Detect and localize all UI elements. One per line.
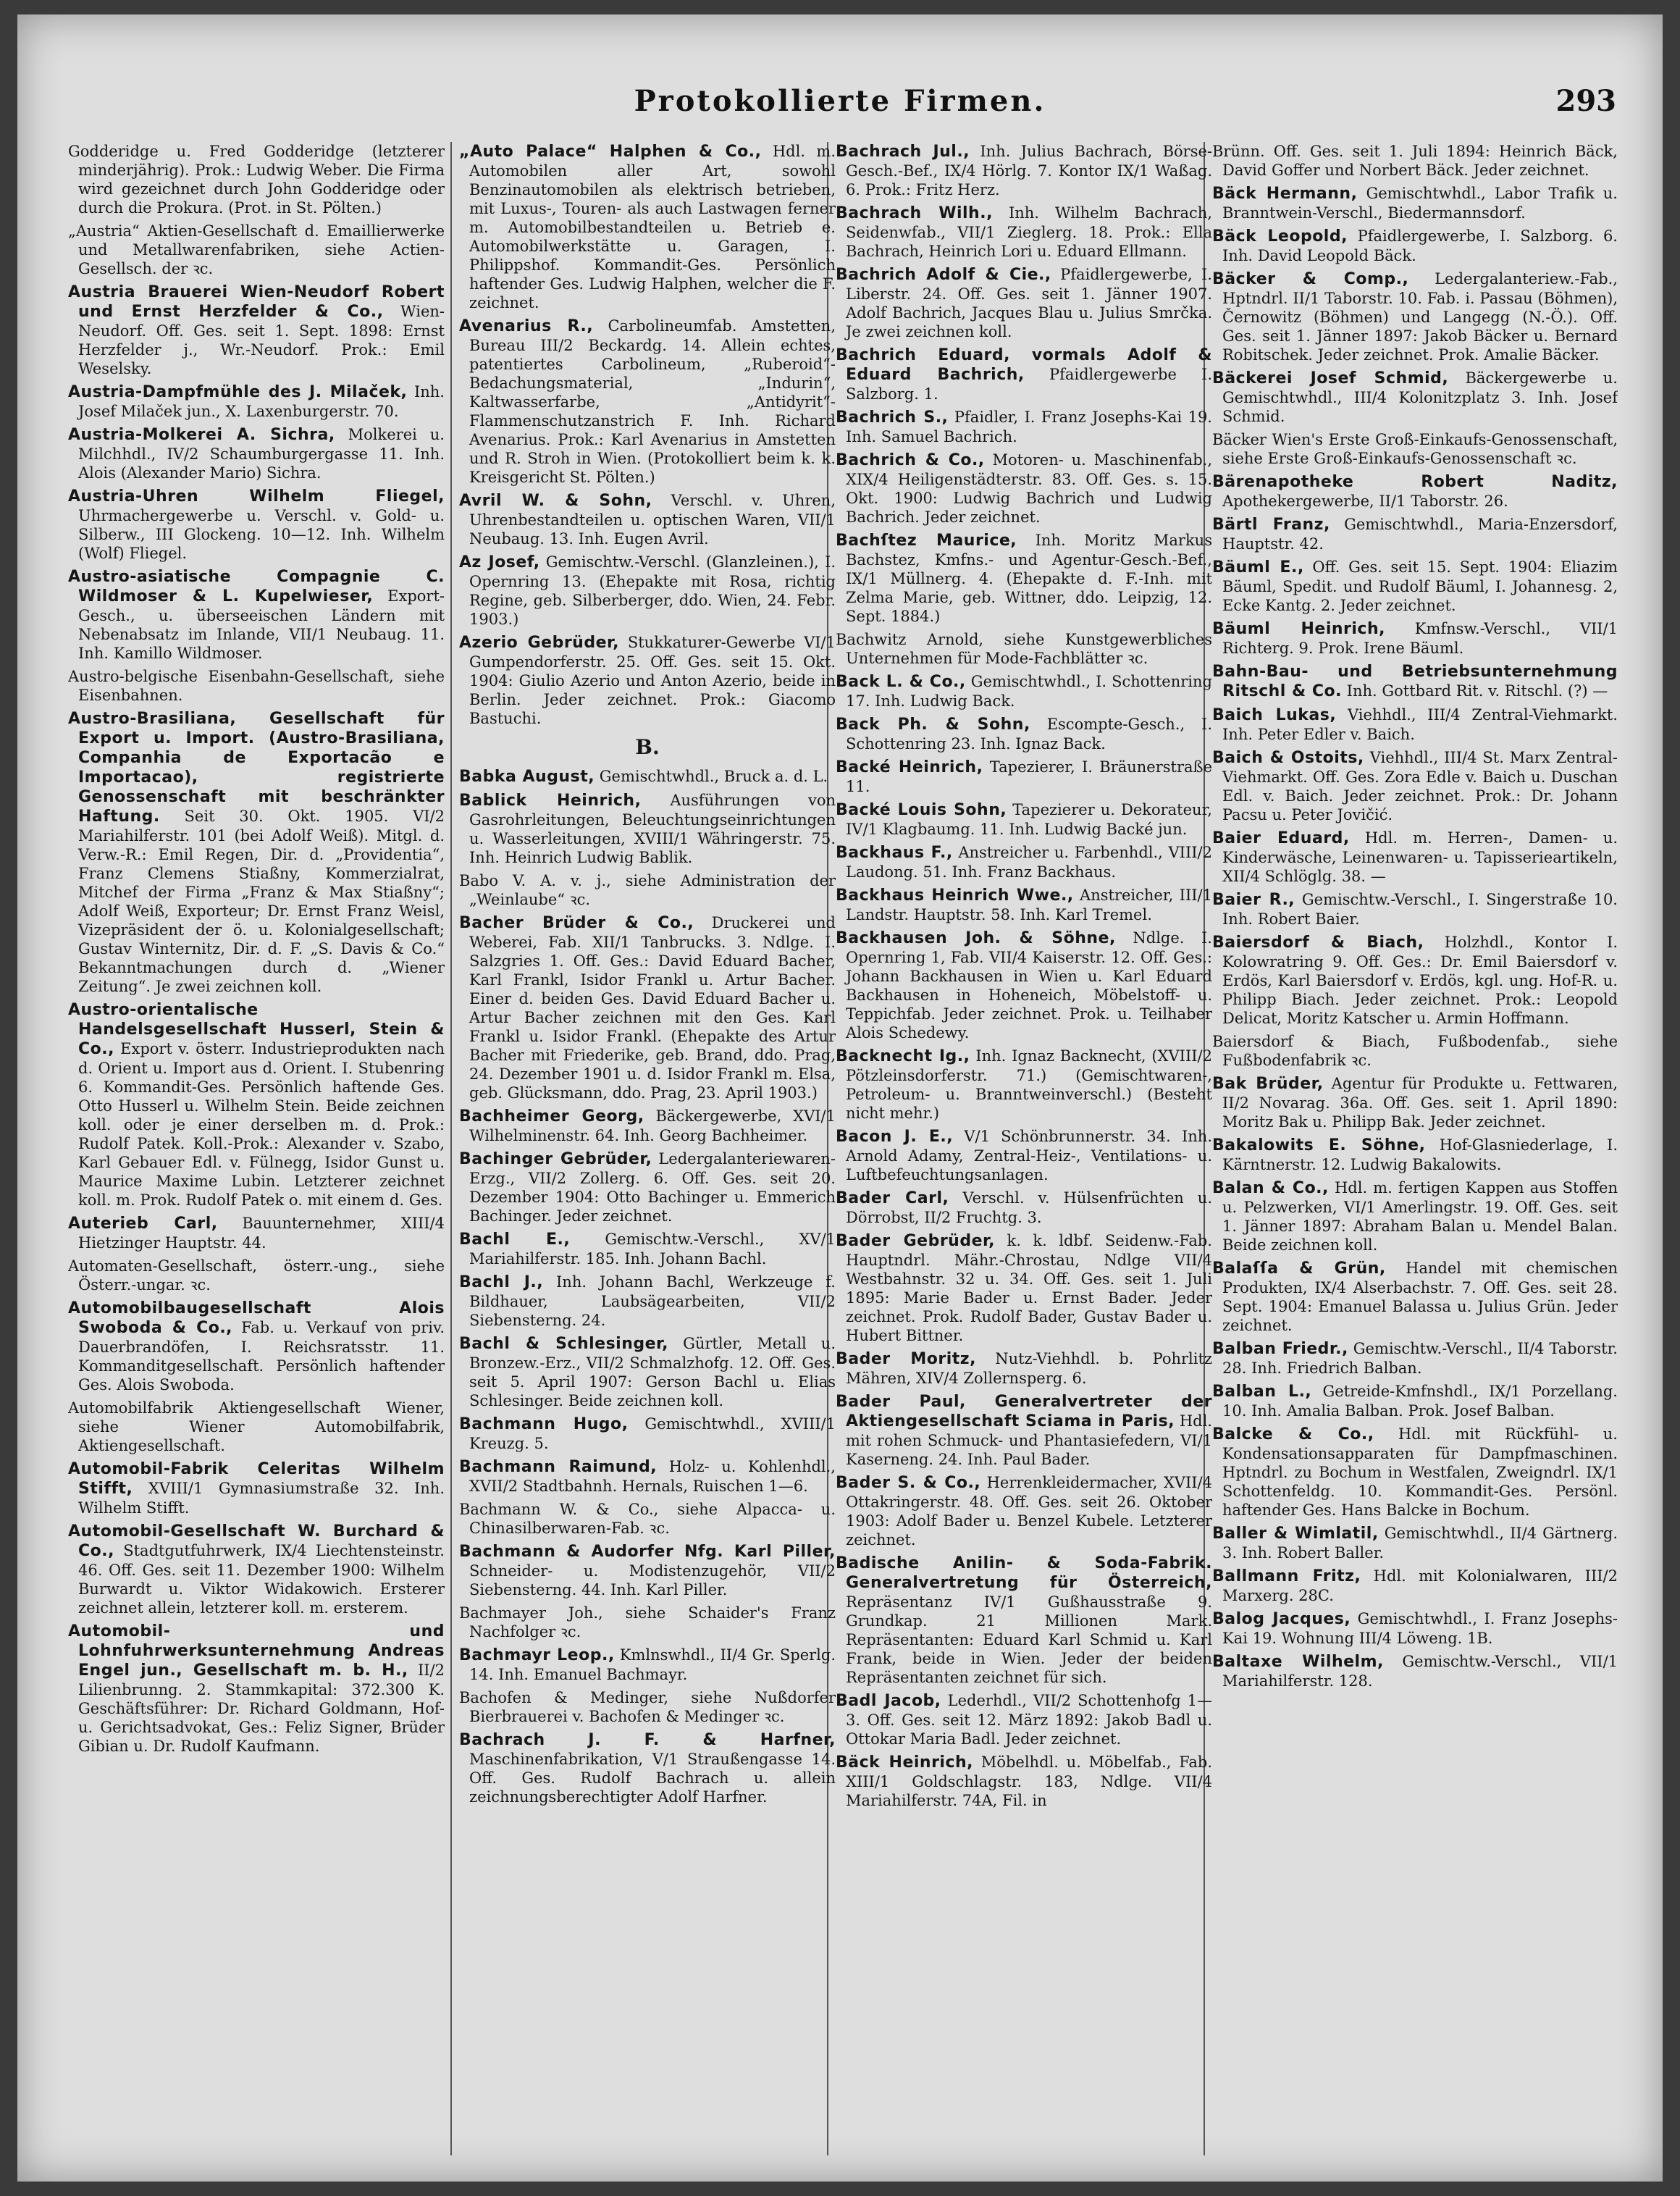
firm-details: Pfaidlergewerbe, I. Liberstr. 24. Off. Ges. seit 1. Jänner 1907. Adolf Bachrich, Jacques Blau u. Julius Smrčka. Je zwei zeichnen koll.: [846, 266, 1212, 340]
firm-details: Pfaidlergewerbe, I. Salzborg. 6. Inh. David Leopold Bäck.: [1222, 227, 1618, 264]
firm-entry: [1212, 369, 1618, 426]
firm-name: Bachl E.,: [459, 1231, 571, 1249]
page-header: [17, 84, 1663, 142]
firm-entry: [68, 382, 445, 421]
firm-entry: [1212, 1259, 1618, 1335]
firm-entry: [459, 1500, 836, 1538]
firm-details: Carbolineumfab. Amstetten, Bureau III/2 Beckardg. 14. Allein echtes, patentiertes Carbolineum, „Ruberoid“-Bedachungsmaterial, „Indurin“, Kaltwasserfarbe, „Antidyrit“-Flammenschutzanstrich F. Inh. Richard Avenarius. Prok.: Karl Avenarius in Amstetten und R. Stroh in Wien. (Protokolliert beim k. k. Kreisgericht St. Pölten.): [469, 317, 836, 486]
firm-details: Fab. u. Verkauf von priv. Dauerbrandöfen, I. Reichsratsstr. 11. Kommanditgesellschaft. Persönlich haftender Ges. Alois Swoboda.: [78, 1319, 445, 1394]
firm-entry: [1212, 619, 1618, 658]
firm-details: Verschl. v. Hülsenfrüchten u. Dörrobst, II/2 Fruchtg. 3.: [846, 1189, 1212, 1226]
firm-name: Bachheimer Georg,: [459, 1107, 644, 1126]
firm-entry: [68, 667, 445, 705]
firm-entry: [836, 1392, 1212, 1469]
firm-name: Balban L.,: [1212, 1383, 1312, 1401]
firm-entry: [459, 871, 836, 909]
firm-name: Baiersdorf & Biach,: [1212, 934, 1424, 952]
firm-details: Gürtler, Metall u. Bronzew.-Erz., VII/2 Schmalzhofg. 12. Off. Ges. seit 5. April 1907: Gerson Bachl u. Elias Schlesinger. Beide zeichnen koll.: [469, 1335, 836, 1409]
firm-details: Bachwitz Arnold, siehe Kunstgewerbliches Unternehmen für Mode-Fachblätter ꝛc.: [836, 631, 1212, 667]
firm-details: Bachmann W. & Co., siehe Alpacca- u. Chinasilberwaren-Fab. ꝛc.: [459, 1501, 836, 1537]
firm-details: Apothekergewerbe, II/1 Taborstr. 26.: [1222, 493, 1508, 510]
firm-details: Ledergalanteriew.-Fab., Hptndrl. II/1 Taborstr. 10. Fab. i. Passau (Böhmen), Černowitz (Böhmen) und Langegg (N.-Ö.). Off. Ges. seit 1. Jänner 1897: Jakob Bäcker u. Bernard Robitschek. Jeder zeichnet. Prok. Amalie Bäcker.: [1222, 270, 1618, 364]
firm-entry: [459, 1457, 836, 1496]
firm-name: Bak Brüder,: [1212, 1075, 1324, 1093]
firm-entry: [459, 142, 836, 312]
firm-details: Kmlnswhdl., II/4 Gr. Sperlg. 14. Inh. Emanuel Bachmayr.: [469, 1646, 836, 1683]
firm-entry: [459, 1107, 836, 1145]
firm-entry: [459, 1273, 836, 1330]
page-number: 293: [1555, 84, 1616, 118]
firm-details: Inh. Ignaz Backnecht, (XVIII/2 Pötzleinsdorferstr. 71.) (Gemischtwaren-, Petroleum- u. Branntweinverschl.) (Besteht nicht mehr.): [846, 1047, 1212, 1122]
firm-name: Bakalowits E. Söhne,: [1212, 1136, 1426, 1154]
firm-details: Babo V. A. v. j., siehe Administration der „Weinlaube“ ꝛc.: [459, 872, 836, 908]
firm-entry: [459, 791, 836, 867]
firm-name: Bärtl Franz,: [1212, 516, 1330, 534]
firm-details: Holzhdl., Kontor I. Kolowratring 9. Off. Ges.: Dr. Emil Baiersdorf v. Erdös, Karl Baiersdorf v. Erdös, kgl. ung. Hof-R. u. Philipp Biach. Jeder zeichnet. Prok.: Leopold Delicat, Moritz Katscher u. Armin Hoffmann.: [1222, 934, 1618, 1027]
firm-entry: [1212, 515, 1618, 553]
firm-entry: [836, 265, 1212, 341]
firm-name: Bachmann Hugo,: [459, 1415, 629, 1433]
column-4: [1212, 142, 1618, 2155]
firm-name: Backé Louis Sohn,: [836, 801, 1007, 819]
firm-name: Balaſſa & Grün,: [1212, 1260, 1386, 1278]
firm-entry: [459, 491, 836, 548]
firm-name: Austria Brauerei Wien-Neudorf Robert und Ernst Herzfelder & Co.,: [68, 283, 445, 321]
firm-name: Balan & Co.,: [1212, 1179, 1329, 1197]
firm-entry: [459, 1149, 836, 1225]
firm-details: Hdl. mit rohen Schmuck- und Phantasiefedern, VI/1 Kaserneng. 24. Inh. Paul Bader.: [846, 1412, 1212, 1468]
firm-entry: [459, 913, 836, 1102]
firm-details: Inh. Gottbard Rit. v. Ritschl. (?) —: [1346, 682, 1608, 700]
firm-entry: [1212, 558, 1618, 615]
firm-name: Austro-orientalische Handelsgesellschaft Husserl, Stein & Co.,: [68, 1001, 445, 1058]
firm-details: Gemischtwhdl., Labor Trafik u. Branntwein-Verschl., Biedermannsdorf.: [1222, 185, 1618, 222]
firm-entry: [1212, 1178, 1618, 1254]
firm-entry: [459, 1334, 836, 1410]
firm-details: Gemischtw.-Verschl., I. Singerstraße 10. Inh. Robert Baier.: [1222, 891, 1618, 928]
column-divider: [450, 142, 452, 2155]
firm-entry: [836, 1691, 1212, 1748]
firm-details: Ledergalanteriewaren-Erzg., VII/2 Zollerg. 6. Off. Ges. seit 20. Dezember 1904: Otto Bachinger u. Emmerich Bachinger. Jeder zeichnet.: [469, 1150, 836, 1225]
firm-details: Inh. Julius Bachrach, Börse-Gesch.-Bef., IX/4 Hörlg. 7. Kontor IX/1 Waßag. 6. Prok.: Fritz Herz.: [846, 143, 1212, 198]
firm-details: Export-Gesch., u. überseeischen Ländern mit Nebenabsatz im Inlande, VII/1 Neubaug. 11. Inh. Kamillo Wildmoser.: [78, 587, 445, 662]
firm-name: Austria-Dampfmühle des J. Milaček,: [68, 383, 408, 401]
column-3: [836, 142, 1212, 2155]
firm-entry: [459, 1415, 836, 1453]
firm-entry: [459, 1604, 836, 1641]
firm-entry: [836, 1231, 1212, 1345]
firm-entry: [836, 1047, 1212, 1123]
firm-entry: [68, 1522, 445, 1617]
firm-name: Automobil-Fabrik Celeritas Wilhelm Stifft,: [68, 1460, 445, 1498]
firm-details: Hdl. m. Herren-, Damen- u. Kinderwäsche, Leinenwaren- u. Tapisserieartikeln, XII/4 Schlöglg. 38. —: [1222, 829, 1618, 885]
firm-details: Nutz-Viehhdl. b. Pohrlitz Mähren, XIV/4 Zollernsperg. 6.: [846, 1350, 1212, 1387]
firm-details: Ausführungen von Gasrohrleitungen, Beleuchtungseinrichtungen u. Wasserleitungen, XVIII/1 Währingerstr. 75. Inh. Heinrich Ludwig Bablik.: [469, 792, 836, 866]
firm-details: Bäckergewerbe, XVI/1 Wilhelminenstr. 64. Inh. Georg Bachheimer.: [469, 1107, 836, 1144]
firm-entry: [1212, 1652, 1618, 1690]
firm-details: V/1 Schönbrunnerstr. 34. Inh. Arnold Adamy, Zentral-Heiz-, Ventilations- u. Luftbefeuchtungsanlagen.: [846, 1128, 1212, 1183]
firm-name: Austria-Uhren Wilhelm Fliegel,: [68, 487, 445, 506]
firm-name: Bachrach J. F. & Harfner,: [459, 1731, 836, 1749]
firm-entry: [459, 553, 836, 629]
firm-name: Automobilbaugesellschaft Alois Swoboda & Co.,: [68, 1299, 445, 1337]
firm-entry: [459, 1646, 836, 1684]
directory-page: [17, 14, 1663, 2182]
firm-name: Babka August,: [459, 768, 595, 786]
firm-details: Repräsentanz IV/1 Gußhausstraße 9. Grundkap. 21 Millionen Mark. Repräsentanten: Eduard Karl Schmid u. Karl Frank, beide in Wien. Jeder der beiden Repräsentanten zeichnet für sich.: [846, 1593, 1212, 1686]
firm-entry: [1212, 1382, 1618, 1420]
firm-details: Gemischtwhdl., I. Franz Josephs-Kai 19. Wohnung III/4 Löweng. 1B.: [1222, 1610, 1618, 1647]
firm-name: Bachmann & Audorfer Nfg. Karl Piller,: [459, 1543, 836, 1561]
firm-details: Druckerei und Weberei, Fab. XII/1 Tanbrucks. 3. Ndlge. I. Salzgries 1. Off. Ges.: David Eduard Bacher, Karl Frankl, Isidor Frankl u. Artur Bacher. Einer d. beiden Ges. David Eduard Bacher u. Artur Bacher zeichnen mit den Ges. Karl Frankl u. Isidor Frankl. (Ehepakte des Artur Bacher mit Friederike, geb. Brand, ddo. Prag, 24. Dezember 1901 u. d. Isidor Frankl m. Elsa, geb. Glücksmann, ddo. Prag, 23. April 1903.): [469, 914, 836, 1102]
firm-details: Maschinenfabrikation, V/1 Straußengasse 14. Off. Ges. Rudolf Bachrach u. allein zeichnungsberechtigter Adolf Harfner.: [469, 1751, 836, 1806]
firm-details: Stadtgutfuhrwerk, IX/4 Liechtensteinstr. 46. Off. Ges. seit 11. Dezember 1900: Wilhelm Burwardt u. Viktor Widakowich. Ersterer zeichnet allein, letzterer koll. m. ersterem.: [78, 1542, 445, 1617]
firm-name: Bäck Leopold,: [1212, 227, 1348, 246]
firm-entry: [459, 317, 836, 487]
firm-details: Brünn. Off. Ges. seit 1. Juli 1894: Heinrich Bäck, David Goffer und Norbert Bäck. Jeder zeichnet.: [1212, 143, 1618, 179]
firm-details: Holz- u. Kohlenhdl., XVII/2 Stadtbahnh. Hernals, Ruischen 1—6.: [469, 1458, 836, 1495]
firm-entry: [836, 142, 1212, 199]
firm-name: Azerio Gebrüder,: [459, 634, 619, 652]
firm-name: Automobil- und Lohnfuhrwerksunternehmung Andreas Engel jun., Gesellschaft m. b. H.,: [68, 1622, 445, 1680]
firm-details: Gemischtwhdl., II/4 Gärtnerg. 3. Inh. Robert Baller.: [1222, 1525, 1618, 1562]
firm-name: Automobil-Gesellschaft W. Burchard & Co.,: [68, 1522, 445, 1560]
firm-details: Verschl. v. Uhren, Uhrenbestandteilen u. optischen Waren, VII/1 Neubaug. 13. Inh. Eugen Avril.: [469, 492, 836, 548]
firm-entry: [1212, 227, 1618, 265]
firm-entry: [1212, 1425, 1618, 1520]
firm-details: Motoren- u. Maschinenfab., XIX/4 Heiligenstädterstr. 83. Off. Ges. s. 15. Okt. 1900: Ludwig Bachrich und Ludwig Bachrich. Jeder zeichnet.: [846, 451, 1212, 526]
firm-entry: [836, 1753, 1212, 1810]
firm-entry: [68, 1399, 445, 1455]
firm-entry: [68, 1000, 445, 1210]
firm-name: Bachrach Jul.,: [836, 143, 970, 161]
firm-name: Bahn-Bau- und Betriebsunternehmung Ritschl & Co.: [1212, 663, 1618, 700]
firm-name: Bader Gebrüder,: [836, 1232, 995, 1250]
firm-name: Bachrich Eduard, vormals Adolf & Eduard Bachrich,: [836, 346, 1212, 384]
firm-details: Tapezierer u. Dekorateur, IV/1 Klagbaumg. 11. Inh. Ludwig Backé jun.: [846, 801, 1212, 838]
firm-details: Lederhdl., VII/2 Schottenhofg 1—3. Off. Ges. seit 12. März 1892: Jakob Badl u. Ottokar Maria Badl. Jeder zeichnet.: [846, 1692, 1212, 1748]
firm-name: Bachmann Raimund,: [459, 1458, 658, 1476]
firm-entry: [1212, 890, 1618, 929]
firm-name: Bachrach Wilh.,: [836, 204, 993, 222]
firm-entry: [836, 1189, 1212, 1227]
firm-entry: [836, 531, 1212, 626]
firm-name: Bäckerei Josef Schmid,: [1212, 369, 1449, 387]
firm-name: Bader Moritz,: [836, 1350, 976, 1368]
firm-entry: [68, 709, 445, 996]
firm-name: Bäuml E.,: [1212, 558, 1304, 577]
firm-details: Pfaidlergewerbe I. Salzborg. 1.: [846, 366, 1212, 403]
firm-name: Bachſtez Maurice,: [836, 532, 1017, 550]
firm-name: Bachinger Gebrüder,: [459, 1150, 652, 1168]
firm-details: Viehhdl., III/4 Zentral-Viehmarkt. Inh. Peter Edler v. Baich.: [1222, 706, 1618, 743]
firm-name: Backhausen Joh. & Söhne,: [836, 929, 1116, 947]
page-title: Protokollierte Firmen.: [634, 84, 1046, 118]
firm-entry: [836, 345, 1212, 403]
firm-entry: [1212, 430, 1618, 468]
firm-details: Bachofen & Medinger, siehe Nußdorfer Bierbrauerei v. Bachofen & Medinger ꝛc.: [459, 1689, 836, 1725]
firm-entry: [1212, 1339, 1618, 1378]
firm-entry: [836, 1554, 1212, 1687]
firm-name: Az Josef,: [459, 553, 540, 571]
firm-name: Bachrich & Co.,: [836, 451, 985, 469]
firm-entry: [68, 142, 445, 217]
firm-details: Handel mit chemischen Produkten, IX/4 Alserbachstr. 7. Off. Ges. seit 28. Sept. 1904: Emanuel Balassa u. Julius Grün. Jeder zeichnet.: [1222, 1260, 1618, 1334]
firm-details: Bäckergewerbe u. Gemischtwhdl., III/4 Kolonitzplatz 3. Inh. Josef Schmid.: [1222, 369, 1618, 425]
firm-entry: [1212, 1032, 1618, 1070]
firm-details: Gemischtwhdl., I. Schottenring 17. Inh. Ludwig Back.: [846, 673, 1212, 710]
firm-entry: [1212, 269, 1618, 364]
firm-name: Bäcker & Comp.,: [1212, 270, 1409, 288]
firm-name: Bader Paul, Generalvertreter der Aktiengesellschaft Sciama in Paris,: [836, 1393, 1212, 1430]
firm-name: Baier Eduard,: [1212, 829, 1350, 847]
firm-details: Gemischtw.-Verschl., II/4 Taborstr. 28. Inh. Friedrich Balban.: [1222, 1340, 1618, 1377]
firm-name: Bachl & Schlesinger,: [459, 1335, 669, 1353]
firm-details: II/2 Lilienbrunng. 2. Stammkapital: 372.300 K. Geschäftsführer: Dr. Richard Goldmann, Hof- u. Gerichtsadvokat, Ges.: Feliz Signer, Brüder Gibian u. Dr. Rudolf Kaufmann.: [78, 1661, 445, 1755]
firm-entry: [1212, 1567, 1618, 1605]
firm-name: Bachmayr Leop.,: [459, 1646, 615, 1664]
firm-details: Automaten-Gesellschaft, österr.-ung., siehe Österr.-ungar. ꝛc.: [68, 1257, 445, 1294]
firm-entry: [1212, 1074, 1618, 1131]
firm-details: Inh. Moritz Markus Bachstez, Kmfns.- und Agentur-Gesch.-Bef., IX/1 Müllnerg. 4. (Ehepakte d. F.-Inh. mit Zelma Marie, geb. Wittner, ddo. Leipzig, 12. Sept. 1884.): [846, 532, 1212, 625]
firm-entry: [1212, 829, 1618, 886]
firm-name: Bäuml Heinrich,: [1212, 620, 1385, 638]
firm-entry: [836, 843, 1212, 881]
firm-details: Inh. Wilhelm Bachrach, Seidenwfab., VII/1 Zieglerg. 18. Prok.: Ella Bachrach, Heinrich Lori u. Eduard Ellmann.: [846, 204, 1212, 260]
firm-entry: [1212, 1609, 1618, 1648]
firm-name: Austria-Molkerei A. Sichra,: [68, 426, 335, 444]
firm-details: Austro-belgische Eisenbahn-Gesellschaft, siehe Eisenbahnen.: [68, 668, 445, 704]
firm-name: Bäck Heinrich,: [836, 1753, 974, 1772]
firm-details: Stukkaturer-Gewerbe VI/1 Gumpendorferstr. 25. Off. Ges. seit 15. Okt. 1904: Giulio Azerio und Anton Azerio, beide in Berlin. Jeder zeichnet. Prok.: Giacomo Bastuchi.: [469, 634, 836, 727]
firm-details: Bauunternehmer, XIII/4 Hietzinger Hauptstr. 44.: [78, 1215, 445, 1252]
firm-details: Inh. Josef Milaček jun., X. Laxenburgerstr. 70.: [78, 383, 445, 420]
firm-details: Inh. Johann Bachl, Werkzeuge f. Bildhauer, Laubsägearbeiten, VII/2 Siebensterng. 24.: [469, 1273, 836, 1329]
firm-entry: [836, 1349, 1212, 1388]
firm-entry: [1212, 1524, 1618, 1562]
firm-entry: [459, 1230, 836, 1268]
firm-name: Balog Jacques,: [1212, 1610, 1351, 1628]
firm-entry: [836, 1127, 1212, 1184]
firm-name: Ballmann Fritz,: [1212, 1567, 1361, 1585]
firm-details: Hdl. mit Kolonialwaren, III/2 Marxerg. 28C.: [1222, 1567, 1618, 1604]
firm-entry: [68, 1299, 445, 1394]
firm-details: Schneider- u. Modistenzugehör, VII/2 Siebensterng. 44. Inh. Karl Piller.: [469, 1562, 836, 1598]
firm-details: Anstreicher, III/1 Landstr. Hauptstr. 58. Inh. Karl Tremel.: [846, 887, 1212, 923]
firm-name: Bachl J.,: [459, 1273, 544, 1291]
firm-name: Auterieb Carl,: [68, 1215, 218, 1233]
firm-details: XVIII/1 Gymnasiumstraße 32. Inh. Wilhelm Stifft.: [78, 1480, 445, 1517]
firm-entry: [68, 425, 445, 482]
firm-entry: [68, 282, 445, 378]
firm-name: Bacon J. E.,: [836, 1128, 954, 1146]
firm-details: Ndlge. I. Opernring 1, Fab. VII/4 Kaiserstr. 12. Off. Ges.: Johann Backhausen in Wien u. Karl Eduard Backhausen in Hoheneich, Möbelstoff- u. Teppichfab. Jeder zeichnet. Prok. u. Teilhaber Alois Schedewy.: [846, 929, 1212, 1042]
firm-details: Molkerei u. Milchhdl., IV/2 Schaumburgergasse 11. Inh. Alois (Alexander Mario) Sichra.: [78, 426, 445, 482]
firm-details: Escompte-Gesch., I. Schottenring 23. Inh. Ignaz Back.: [846, 716, 1212, 753]
firm-entry: [836, 800, 1212, 839]
firm-entry: [836, 929, 1212, 1042]
firm-details: Wien-Neudorf. Off. Ges. seit 1. Sept. 1898: Ernst Herzfelder j., Wr.-Neudorf. Prok.: Emil Weselsky.: [78, 303, 445, 377]
firm-name: Austro-Brasiliana, Gesellschaft für Export u. Import. (Austro-Brasiliana, Companhia de Exportacão e Importacao), registrierte Genossenschaft mit beschränkter Haftung.: [68, 710, 445, 826]
firm-details: Gemischtwhdl., Bruck a. d. L.: [599, 768, 828, 785]
firm-details: Export v. österr. Industrieprodukten nach d. Orient u. Import aus d. Orient. I. Stubenring 6. Kommandit-Ges. Persönlich haftende Ges. Otto Husserl u. Wilhelm Stein. Beide zeichnen koll. oder je einer derselben m. d. Prok.: Rudolf Patek. Koll.-Prok.: Alexander v. Szabo, Karl Gebauer Edl. v. Fülnegg, Isidor Gunst u. Maurice Maxime Lubin. Letzterer zeichnet koll. m. Prok. Rudolf Patek o. mit einem d. Ges.: [78, 1040, 445, 1209]
firm-name: Avril W. & Sohn,: [459, 492, 652, 510]
firm-name: Bärenapotheke Robert Naditz,: [1212, 473, 1618, 491]
firm-entry: [68, 1257, 445, 1294]
firm-details: Hof-Glasniederlage, I. Kärntnerstr. 12. Ludwig Bakalowits.: [1222, 1136, 1618, 1173]
firm-details: k. k. ldbf. Seidenw.-Fab. Hauptndrl. Mähr.-Chrostau, Ndlge VII/4 Westbahnstr. 32 u. 34. Off. Ges. seit 1. Juli 1895: Marie Bader u. Ernst Bader. Jeder zeichnet. Prok. Rudolf Bader, Gustav Bader u. Hubert Bittner.: [846, 1232, 1212, 1344]
firm-entry: [68, 1459, 445, 1517]
firm-entry: [836, 204, 1212, 261]
firm-details: Baiersdorf & Biach, Fußbodenfab., siehe Fußbodenfabrik ꝛc.: [1212, 1033, 1618, 1069]
firm-details: Agentur für Produkte u. Fettwaren, II/2 Novarag. 36a. Off. Ges. seit 1. April 1890: Moritz Bak u. Philipp Bak. Jeder zeichnet.: [1222, 1075, 1618, 1131]
firm-details: Off. Ges. seit 15. Sept. 1904: Eliazim Bäuml, Spedit. und Rudolf Bäuml, I. Johannesg. 2, Ecke Kantg. 2. Jeder zeichnet.: [1222, 558, 1618, 614]
firm-details: Hdl. m. Automobilen aller Art, sowohl Benzinautomobilen als elektrisch betrieben, mit Luxus-, Touren- als auch Lastwagen ferner m. Automobilbestandteilen u. Betrieb e. Automobilwerkstätte u. Garagen, I. Philippshof. Kommandit-Ges. Persönlich haftender Ges. Ludwig Halphen, welcher die F. zeichnet.: [469, 143, 836, 311]
firm-entry: [836, 672, 1212, 711]
firm-name: Baltaxe Wilhelm,: [1212, 1653, 1384, 1671]
firm-name: Bablick Heinrich,: [459, 792, 642, 810]
firm-details: Pfaidler, I. Franz Josephs-Kai 19. Inh. Samuel Bachrich.: [846, 408, 1212, 445]
firm-details: Tapezierer, I. Bräunerstraße 11.: [846, 758, 1212, 795]
firm-name: Back Ph. & Sohn,: [836, 716, 1030, 734]
firm-entry: [459, 1730, 836, 1806]
firm-entry: [68, 567, 445, 663]
firm-entry: [459, 633, 836, 728]
firm-entry: [459, 1688, 836, 1726]
firm-entry: [1212, 142, 1618, 180]
firm-entry: [68, 487, 445, 563]
firm-name: „Auto Palace“ Halphen & Co.,: [459, 143, 762, 161]
firm-name: Baier R.,: [1212, 891, 1295, 909]
firm-entry: [1212, 1136, 1618, 1174]
firm-entry: [459, 1542, 836, 1599]
firm-details: Uhrmachergewerbe u. Verschl. v. Gold- u. Silberw., III Glockeng. 10—12. Inh. Wilhelm (Wolf) Fliegel.: [78, 507, 445, 562]
firm-details: Godderidge u. Fred Godderidge (letzterer minderjährig). Prok.: Ludwig Weber. Die Firma wird gezeichnet durch John Godderidge oder durch die Prokura. (Prot. in St. Pölten.): [68, 143, 445, 217]
firm-entry: [68, 222, 445, 278]
firm-entry: [836, 1473, 1212, 1549]
firm-name: Baich & Ostoits,: [1212, 749, 1364, 767]
firm-entry: [68, 1622, 445, 1756]
firm-details: Getreide-Kmfnshdl., IX/1 Porzellang. 10. Inh. Amalia Balban. Prok. Josef Balban.: [1222, 1383, 1618, 1420]
firm-entry: [836, 758, 1212, 796]
firm-details: Seit 30. Okt. 1905. VI/2 Mariahilferstr. 101 (bei Adolf Weiß). Mitgl. d. Verw.-R.: Emil Regen, Dir. d. „Providentia“, Franz Clemens Stiaßny, Kommerzialrat, Mitchef der Firma „Franz & Max Stiaßny“; Adolf Weiß, Exporteur; Dr. Ernst Franz Weisl, Vizepräsident der ö. u. Kolonialgesellschaft; Gustav Winternitz, Dir. d. F. „S. Davis & Co.“ Bekanntmachungen durch d. „Wiener Zeitung“. Je zwei zeichnen koll.: [78, 808, 445, 995]
firm-name: Bader S. & Co.,: [836, 1474, 981, 1492]
firm-name: Backnecht Ig.,: [836, 1047, 970, 1065]
firm-entry: [1212, 184, 1618, 222]
firm-details: Gemischtw.-Verschl. (Glanzleinen.), I. Opernring 13. (Ehepakte mit Rosa, richtig Regine, geb. Silberberger, ddo. Wien, 24. Febr. 1903.): [469, 553, 836, 628]
firm-entry: [836, 408, 1212, 446]
firm-name: Baich Lukas,: [1212, 706, 1337, 724]
firm-details: Kmfnsw.-Verschl., VII/1 Richterg. 9. Prok. Irene Bäuml.: [1222, 620, 1618, 657]
firm-name: Balcke & Co.,: [1212, 1425, 1374, 1443]
firm-name: Avenarius R.,: [459, 317, 594, 335]
firm-name: Backé Heinrich,: [836, 758, 983, 776]
firm-details: Viehhdl., III/4 St. Marx Zentral-Viehmarkt. Off. Ges. Zora Edle v. Baich u. Duschan Edl. v. Baich. Jeder zeichnet. Prok.: Dr. Johann Pacsu u. Peter Jovičić.: [1222, 749, 1618, 824]
firm-name: Baller & Wimlatil,: [1212, 1525, 1379, 1543]
firm-entry: [459, 767, 836, 787]
firm-details: Möbelhdl. u. Möbelfab., Fab. XIII/1 Goldschlagstr. 183, Ndlge. VII/4 Mariahilferstr. 74A, Fil. in: [846, 1753, 1212, 1809]
firm-name: Backhaus Heinrich Wwe.,: [836, 887, 1074, 905]
firm-details: Gemischtw.-Verschl., XV/1 Mariahilferstr. 185. Inh. Johann Bachl.: [469, 1231, 836, 1267]
firm-details: „Austria“ Aktien-Gesellschaft d. Emaillierwerke und Metallwarenfabriken, siehe Actien-Gesellsch. der ꝛc.: [68, 222, 445, 277]
firm-name: Bachrich S.,: [836, 408, 949, 427]
section-letter: B.: [635, 735, 660, 759]
firm-entry: [836, 630, 1212, 668]
firm-details: Bachmayer Joh., siehe Schaider's Franz Nachfolger ꝛc.: [459, 1604, 836, 1640]
column-1: [68, 142, 445, 2155]
firm-name: Back L. & Co.,: [836, 673, 966, 691]
firm-name: Austro-asiatische Compagnie C. Wildmoser & L. Kupelwieser,: [68, 568, 445, 605]
firm-name: Badl Jacob,: [836, 1692, 941, 1710]
firm-entry: [836, 886, 1212, 924]
firm-details: Gemischtwhdl., Maria-Enzersdorf, Hauptstr. 42.: [1222, 516, 1618, 553]
firm-name: Bacher Brüder & Co.,: [459, 914, 694, 932]
firm-entry: [836, 715, 1212, 753]
firm-name: Badische Anilin- & Soda-Fabrik. Generalvertretung für Österreich,: [836, 1554, 1212, 1592]
firm-entry: [1212, 705, 1618, 744]
firm-name: Bäck Hermann,: [1212, 185, 1358, 203]
firm-entry: [1212, 662, 1618, 701]
firm-entry: [1212, 933, 1618, 1028]
firm-details: Automobilfabrik Aktiengesellschaft Wiener, siehe Wiener Automobilfabrik, Aktiengesellschaft.: [68, 1399, 445, 1454]
firm-details: Bäcker Wien's Erste Groß-Einkaufs-Genossenschaft, siehe Erste Groß-Einkaufs-Genossenschaft ꝛc.: [1212, 431, 1618, 467]
firm-entry: [1212, 472, 1618, 511]
firm-details: Hdl. m. fertigen Kappen aus Stoffen u. Pelzwerken, VI/1 Amerlingstr. 19. Off. Ges. seit 1. Jänner 1897: Abraham Balan u. Mendel Balan. Beide zeichnen koll.: [1222, 1179, 1618, 1254]
column-2: [459, 142, 836, 2155]
firm-name: Bader Carl,: [836, 1189, 949, 1207]
firm-details: Gemischtwhdl., XVIII/1 Kreuzg. 5.: [469, 1415, 836, 1452]
firm-name: Backhaus F.,: [836, 844, 953, 862]
firm-name: Balban Friedr.,: [1212, 1340, 1348, 1358]
firm-details: Hdl. mit Rückfühl- u. Kondensationsapparaten für Dampfmaschinen. Hptndrl. zu Bochum in Westfalen, Zweigndrl. IX/1 Schottenfeldg. 10. Kommandit-Ges. Persönl. haftender Ges. Hans Balcke in Bochum.: [1222, 1425, 1618, 1519]
firm-name: Bachrich Adolf & Cie.,: [836, 266, 1051, 284]
firm-details: Herrenkleidermacher, XVII/4 Ottakringerstr. 48. Off. Ges. seit 26. Oktober 1903: Adolf Bader u. Benzel Kubele. Letzterer zeichnet.: [846, 1474, 1212, 1548]
firm-entry: [1212, 748, 1618, 824]
firm-details: Anstreicher u. Farbenhdl., VIII/2 Laudong. 51. Inh. Franz Backhaus.: [846, 844, 1212, 881]
firm-entry: [836, 450, 1212, 527]
firm-details: Gemischtw.-Verschl., VII/1 Mariahilferstr. 128.: [1222, 1653, 1618, 1690]
firm-entry: [68, 1214, 445, 1252]
